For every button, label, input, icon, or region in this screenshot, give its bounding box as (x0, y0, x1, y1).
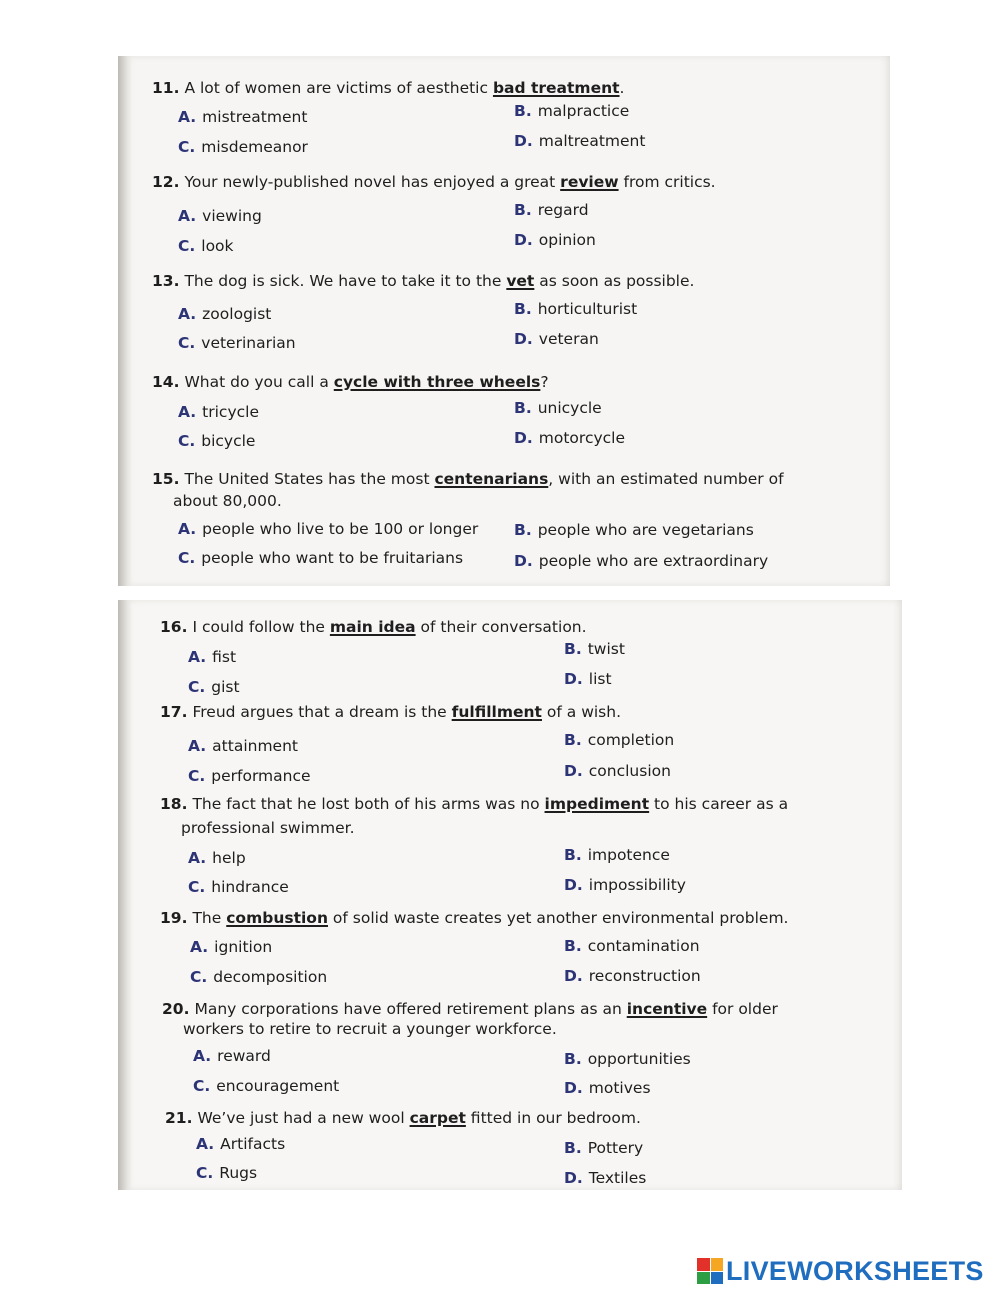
option-text: regard (537, 201, 589, 219)
option-text: people who want to be fruitarians (201, 549, 464, 567)
option-letter: B. (564, 846, 582, 864)
question-text-end: of a wish. (541, 703, 622, 721)
logo-text: LIVEWORKSHEETS (726, 1255, 984, 1286)
option-text: zoologist (202, 305, 272, 323)
option-a[interactable] (178, 305, 271, 323)
option-letter: B. (514, 521, 532, 539)
option-letter: A. (190, 938, 209, 956)
option-text: reconstruction (588, 967, 701, 985)
option-a[interactable] (178, 207, 262, 225)
question-text-end: from critics. (618, 173, 716, 191)
option-letter: B. (564, 640, 582, 658)
option-text: hindrance (211, 878, 289, 896)
option-letter: C. (196, 1164, 214, 1182)
question-number: 18. (160, 795, 188, 813)
question-20 (162, 999, 778, 1020)
option-letter: B. (564, 1050, 582, 1068)
key-term: bad treatment (492, 79, 620, 97)
option-d[interactable] (564, 1079, 651, 1097)
question-12 (152, 172, 716, 193)
option-text: ignition (214, 938, 273, 956)
question-continuation: about 80,000. (173, 492, 282, 510)
option-text: contamination (587, 937, 700, 955)
question-text: The United States has the most (184, 470, 435, 488)
option-text: people who are extraordinary (538, 552, 769, 570)
option-text: misdemeanor (201, 138, 308, 156)
question-21 (165, 1108, 641, 1129)
option-d[interactable] (564, 967, 701, 985)
option-text: twist (587, 640, 625, 658)
question-text: The dog is sick. We have to take it to the (184, 272, 507, 290)
option-text: Pottery (587, 1139, 644, 1157)
question-number: 17. (160, 703, 188, 721)
option-text: bicycle (201, 432, 256, 450)
option-text: motorcycle (538, 429, 625, 447)
option-text: conclusion (588, 762, 671, 780)
option-letter: D. (564, 670, 583, 688)
logo-square-blue (711, 1272, 724, 1285)
option-text: opportunities (587, 1050, 691, 1068)
question-14 (152, 372, 549, 393)
question-text: The (192, 909, 227, 927)
option-text: maltreatment (538, 132, 646, 150)
key-term: combustion (226, 909, 328, 927)
key-term: fulfillment (451, 703, 542, 721)
option-letter: A. (196, 1135, 215, 1153)
option-d[interactable] (564, 1169, 646, 1187)
question-text: Your newly-published novel has enjoyed a great (184, 173, 561, 191)
option-b[interactable] (514, 399, 602, 417)
option-a[interactable] (193, 1047, 271, 1065)
option-letter: C. (188, 878, 206, 896)
option-letter: C. (178, 334, 196, 352)
option-text: attainment (212, 737, 298, 755)
option-b[interactable] (514, 201, 589, 219)
option-b[interactable] (564, 846, 670, 864)
key-term: incentive (626, 1000, 708, 1018)
option-a[interactable] (188, 737, 298, 755)
question-continuation: workers to retire to recruit a younger workforce. (183, 1020, 557, 1038)
option-letter: D. (514, 132, 533, 150)
option-letter: D. (564, 876, 583, 894)
option-d[interactable] (564, 876, 686, 894)
question-text-end: , with an estimated number of (548, 470, 784, 488)
option-text: impossibility (588, 876, 686, 894)
option-c[interactable] (178, 432, 255, 450)
question-number: 19. (160, 909, 188, 927)
option-c[interactable] (178, 334, 296, 352)
option-a[interactable] (188, 648, 236, 666)
question-text: Many corporations have offered retirement plans as an (194, 1000, 627, 1018)
option-letter: A. (188, 648, 207, 666)
option-letter: D. (514, 231, 533, 249)
option-d[interactable] (564, 762, 671, 780)
option-letter: A. (178, 305, 197, 323)
option-text: look (201, 237, 234, 255)
question-number: 15. (152, 470, 180, 488)
option-text: horticulturist (537, 300, 638, 318)
option-letter: A. (178, 207, 197, 225)
option-letter: B. (514, 300, 532, 318)
option-text: impotence (587, 846, 670, 864)
option-letter: D. (514, 429, 533, 447)
question-11 (152, 78, 624, 99)
option-text: Rugs (219, 1164, 258, 1182)
question-text-end: for older (707, 1000, 778, 1018)
option-letter: B. (514, 201, 532, 219)
option-b[interactable] (564, 1050, 691, 1068)
option-letter: C. (178, 432, 196, 450)
option-letter: C. (190, 968, 208, 986)
option-a[interactable] (178, 108, 307, 126)
logo-square-green (697, 1272, 710, 1285)
question-text: Freud argues that a dream is the (192, 703, 452, 721)
option-letter: B. (564, 731, 582, 749)
option-text: unicycle (537, 399, 602, 417)
option-b[interactable] (564, 731, 674, 749)
question-17 (160, 702, 621, 723)
option-a[interactable] (196, 1135, 285, 1153)
option-b[interactable] (514, 102, 629, 120)
question-text: The fact that he lost both of his arms was no (192, 795, 545, 813)
liveworksheets-logo[interactable] (697, 1255, 984, 1287)
option-letter: B. (564, 937, 582, 955)
question-text-end: of solid waste creates yet another environmental problem. (327, 909, 789, 927)
question-text-end: as soon as possible. (534, 272, 695, 290)
option-text: gist (211, 678, 240, 696)
key-term: carpet (409, 1109, 466, 1127)
question-number: 16. (160, 618, 188, 636)
option-b[interactable] (514, 300, 637, 318)
question-number: 14. (152, 373, 180, 391)
option-c[interactable] (190, 968, 327, 986)
question-text-end: to his career as a (649, 795, 789, 813)
option-a[interactable] (178, 403, 259, 421)
question-16 (160, 617, 587, 638)
question-text: We’ve just had a new wool (197, 1109, 410, 1127)
option-letter: D. (514, 552, 533, 570)
option-c[interactable] (188, 678, 240, 696)
option-b[interactable] (564, 640, 625, 658)
option-text: performance (211, 767, 311, 785)
option-text: people who are vegetarians (537, 521, 754, 539)
option-text: motives (588, 1079, 651, 1097)
key-term: impediment (544, 795, 650, 813)
option-text: mistreatment (202, 108, 308, 126)
option-letter: C. (178, 237, 196, 255)
option-letter: D. (564, 1169, 583, 1187)
option-c[interactable] (178, 549, 463, 567)
option-d[interactable] (514, 552, 768, 570)
option-letter: C. (188, 767, 206, 785)
option-letter: B. (514, 399, 532, 417)
option-b[interactable] (564, 1139, 643, 1157)
key-term: cycle with three wheels (333, 373, 541, 391)
question-13 (152, 271, 694, 292)
question-text-end: fitted in our bedroom. (465, 1109, 641, 1127)
option-text: viewing (202, 207, 262, 225)
question-text-end: . (619, 79, 625, 97)
key-term: review (560, 173, 619, 191)
question-number: 21. (165, 1109, 193, 1127)
option-text: Textiles (588, 1169, 647, 1187)
key-term: vet (506, 272, 535, 290)
question-text-end: of their conversation. (415, 618, 587, 636)
option-text: opinion (538, 231, 596, 249)
option-text: encouragement (216, 1077, 340, 1095)
option-letter: D. (514, 330, 533, 348)
option-c[interactable] (196, 1164, 257, 1182)
option-text: list (588, 670, 612, 688)
option-letter: D. (564, 967, 583, 985)
option-c[interactable] (178, 138, 308, 156)
question-18 (160, 794, 788, 815)
question-text-end: ? (540, 373, 549, 391)
option-letter: B. (514, 102, 532, 120)
option-text: people who live to be 100 or longer (202, 520, 479, 538)
key-term: centenarians (434, 470, 549, 488)
option-letter: A. (178, 108, 197, 126)
question-number: 11. (152, 79, 180, 97)
question-continuation: professional swimmer. (181, 819, 355, 837)
option-text: completion (587, 731, 675, 749)
option-letter: C. (188, 678, 206, 696)
option-text: reward (217, 1047, 271, 1065)
logo-square-orange (711, 1258, 724, 1271)
option-letter: C. (178, 138, 196, 156)
logo-square-red (697, 1258, 710, 1271)
option-c[interactable] (188, 878, 289, 896)
option-letter: A. (178, 403, 197, 421)
option-letter: D. (564, 762, 583, 780)
option-text: decomposition (213, 968, 328, 986)
question-number: 13. (152, 272, 180, 290)
option-text: malpractice (537, 102, 630, 120)
question-number: 12. (152, 173, 180, 191)
option-a[interactable] (178, 520, 478, 538)
question-number: 20. (162, 1000, 190, 1018)
option-d[interactable] (514, 132, 645, 150)
option-text: fist (212, 648, 237, 666)
question-text: I could follow the (192, 618, 330, 636)
option-text: tricycle (202, 403, 259, 421)
option-letter: A. (193, 1047, 212, 1065)
option-letter: C. (193, 1077, 211, 1095)
option-a[interactable] (188, 849, 246, 867)
option-c[interactable] (188, 767, 311, 785)
key-term: main idea (329, 618, 416, 636)
option-text: veterinarian (201, 334, 296, 352)
option-b[interactable] (514, 521, 754, 539)
option-b[interactable] (564, 937, 700, 955)
option-text: help (212, 849, 246, 867)
option-c[interactable] (178, 237, 234, 255)
option-letter: C. (178, 549, 196, 567)
option-d[interactable] (514, 429, 625, 447)
option-letter: A. (188, 849, 207, 867)
option-letter: A. (178, 520, 197, 538)
question-text: What do you call a (184, 373, 334, 391)
logo-grid-icon (697, 1258, 723, 1284)
question-text: A lot of women are victims of aesthetic (184, 79, 493, 97)
option-c[interactable] (193, 1077, 339, 1095)
option-letter: D. (564, 1079, 583, 1097)
option-a[interactable] (190, 938, 272, 956)
option-d[interactable] (564, 670, 612, 688)
option-letter: B. (564, 1139, 582, 1157)
option-letter: A. (188, 737, 207, 755)
question-15 (152, 469, 784, 490)
option-d[interactable] (514, 231, 596, 249)
option-d[interactable] (514, 330, 599, 348)
option-text: Artifacts (220, 1135, 286, 1153)
option-text: veteran (538, 330, 599, 348)
question-19 (160, 908, 788, 929)
